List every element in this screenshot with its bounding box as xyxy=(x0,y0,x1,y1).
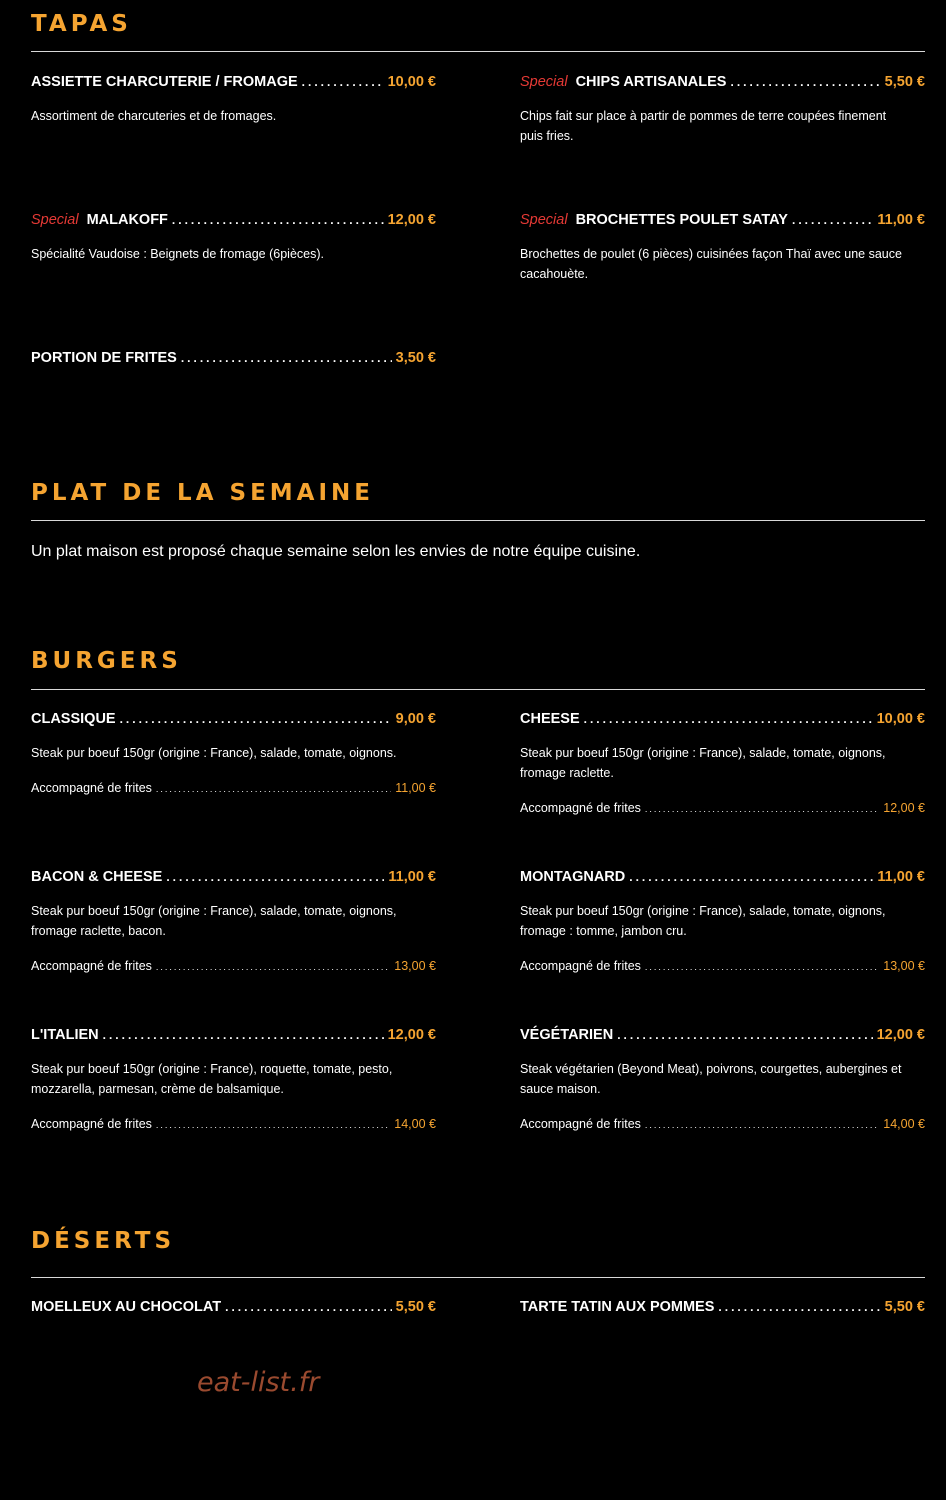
dot-leader xyxy=(156,784,391,794)
item-name: PORTION DE FRITES xyxy=(31,350,177,366)
item-price: 12,00 € xyxy=(387,1027,436,1043)
dot-leader xyxy=(225,1300,392,1314)
item-price: 5,50 € xyxy=(884,74,925,90)
special-tag: Special xyxy=(31,212,79,228)
item-name: L'ITALIEN xyxy=(31,1027,99,1043)
section-title-tapas: TAPAS xyxy=(31,11,132,37)
side-price: 12,00 € xyxy=(883,801,925,815)
plat-description: Un plat maison est proposé chaque semaine selon les envies de notre équipe cuisine. xyxy=(31,543,641,560)
side-option xyxy=(31,781,436,795)
side-option xyxy=(520,801,925,815)
item-name: CLASSIQUE xyxy=(31,711,116,727)
side-label: Accompagné de frites xyxy=(31,1117,152,1131)
item-description: Steak pur boeuf 150gr (origine : France), salade, tomate, oignons. xyxy=(31,746,397,760)
divider xyxy=(31,1277,925,1278)
dot-leader xyxy=(120,712,392,726)
menu-item xyxy=(31,350,436,370)
item-price: 11,00 € xyxy=(388,869,436,885)
menu-item xyxy=(31,212,436,264)
item-price: 12,00 € xyxy=(876,1027,925,1043)
item-price: 10,00 € xyxy=(876,711,925,727)
dot-leader xyxy=(584,712,873,726)
item-name: CHIPS ARTISANALES xyxy=(575,74,727,90)
side-option xyxy=(31,959,436,973)
dot-leader xyxy=(103,1028,384,1042)
item-price: 9,00 € xyxy=(395,711,436,727)
item-price: 3,50 € xyxy=(395,350,436,366)
dot-leader xyxy=(730,75,880,89)
side-option xyxy=(31,1117,436,1131)
dot-leader xyxy=(172,213,384,227)
item-price: 10,00 € xyxy=(387,74,436,90)
side-option xyxy=(520,959,925,973)
side-option xyxy=(520,1117,925,1131)
item-price: 5,50 € xyxy=(884,1299,925,1315)
side-price: 14,00 € xyxy=(883,1117,925,1131)
dot-leader xyxy=(792,213,873,227)
item-price: 12,00 € xyxy=(387,212,436,228)
menu-item xyxy=(31,711,436,795)
dot-leader xyxy=(302,75,384,89)
dot-leader xyxy=(645,1120,879,1130)
dot-leader xyxy=(181,351,392,365)
side-price: 13,00 € xyxy=(883,959,925,973)
special-tag: Special xyxy=(520,74,568,90)
watermark: eat-list.fr xyxy=(197,1367,320,1398)
item-description: Assortiment de charcuteries et de fromages. xyxy=(31,109,277,123)
dot-leader xyxy=(629,870,873,884)
dot-leader xyxy=(645,962,879,972)
item-name: MALAKOFF xyxy=(86,212,168,228)
divider xyxy=(31,520,925,521)
menu-item xyxy=(520,212,925,284)
side-label: Accompagné de frites xyxy=(520,1117,641,1131)
item-description: Steak pur boeuf 150gr (origine : France), roquette, tomate, pesto, mozzarella, parmesan, crème de balsamique. xyxy=(31,1062,393,1096)
item-price: 11,00 € xyxy=(877,869,925,885)
side-price: 11,00 € xyxy=(395,781,436,795)
menu-item xyxy=(31,1299,436,1319)
item-name: MONTAGNARD xyxy=(520,869,626,885)
dot-leader xyxy=(617,1028,872,1042)
section-title-plat-de-la-semaine: PLAT DE LA SEMAINE xyxy=(31,480,374,506)
item-description: Steak végétarien (Beyond Meat), poivrons, courgettes, aubergines et sauce maison. xyxy=(520,1062,902,1096)
side-price: 13,00 € xyxy=(394,959,436,973)
item-name: BROCHETTES POULET SATAY xyxy=(575,212,788,228)
side-label: Accompagné de frites xyxy=(520,959,641,973)
dot-leader xyxy=(156,1120,390,1130)
item-description: Spécialité Vaudoise : Beignets de fromage (6pièces). xyxy=(31,247,324,261)
side-label: Accompagné de frites xyxy=(520,801,641,815)
divider xyxy=(31,689,925,690)
item-price: 11,00 € xyxy=(877,212,925,228)
item-name: ASSIETTE CHARCUTERIE / FROMAGE xyxy=(31,74,298,90)
menu-item xyxy=(31,869,436,973)
item-name: VÉGÉTARIEN xyxy=(520,1027,614,1043)
side-label: Accompagné de frites xyxy=(31,781,152,795)
menu-item xyxy=(31,74,436,126)
item-description: Steak pur boeuf 150gr (origine : France), salade, tomate, oignons, fromage : tomme, jambon cru. xyxy=(520,904,886,938)
item-description: Chips fait sur place à partir de pommes de terre coupées finement puis fries. xyxy=(520,109,887,143)
menu-item xyxy=(520,869,925,973)
dot-leader xyxy=(645,804,879,814)
item-description: Steak pur boeuf 150gr (origine : France), salade, tomate, oignons, fromage raclette. xyxy=(520,746,886,780)
section-title-deserts: DÉSERTS xyxy=(31,1228,176,1254)
item-name: MOELLEUX AU CHOCOLAT xyxy=(31,1299,222,1315)
special-tag: Special xyxy=(520,212,568,228)
item-name: CHEESE xyxy=(520,711,580,727)
item-name: BACON & CHEESE xyxy=(31,869,163,885)
dot-leader xyxy=(718,1300,880,1314)
menu-item xyxy=(520,1027,925,1131)
item-description: Steak pur boeuf 150gr (origine : France), salade, tomate, oignons, fromage raclette, bacon. xyxy=(31,904,397,938)
menu-item xyxy=(520,74,925,146)
dot-leader xyxy=(166,870,384,884)
item-price: 5,50 € xyxy=(395,1299,436,1315)
item-description: Brochettes de poulet (6 pièces) cuisinées façon Thaï avec une sauce cacahouète. xyxy=(520,247,902,281)
divider xyxy=(31,51,925,52)
section-title-burgers: BURGERS xyxy=(31,648,182,674)
side-price: 14,00 € xyxy=(394,1117,436,1131)
side-label: Accompagné de frites xyxy=(31,959,152,973)
menu-item xyxy=(520,1299,925,1319)
menu-item xyxy=(520,711,925,815)
dot-leader xyxy=(156,962,390,972)
menu-item xyxy=(31,1027,436,1131)
item-name: TARTE TATIN AUX POMMES xyxy=(520,1299,715,1315)
